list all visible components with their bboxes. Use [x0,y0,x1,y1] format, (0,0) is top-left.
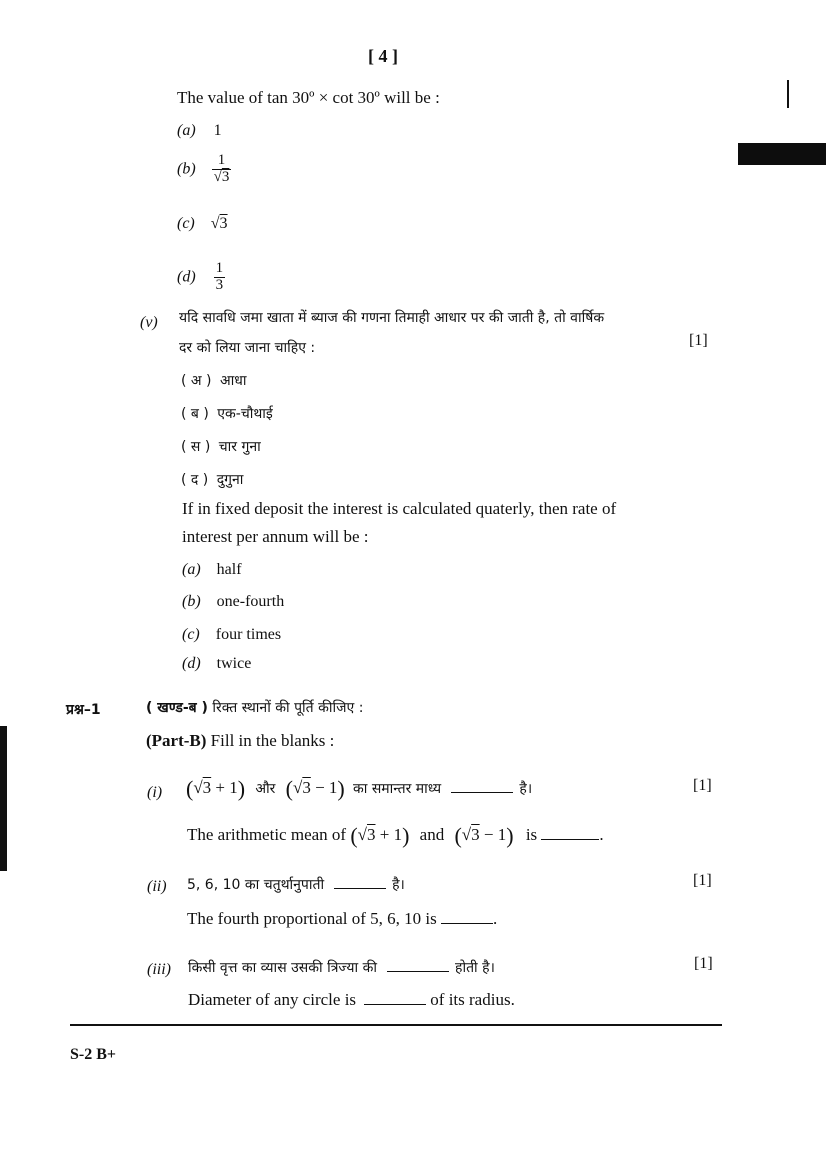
fraction-one-third: $\frac{1}{3}$ [215,260,224,293]
footer-rule [70,1024,722,1026]
question-v-number: (v) [140,314,158,331]
item-i-english: The arithmetic mean of (√3 + 1) and (√3 − 1) is . [187,823,604,848]
fraction-one-over-root3: $\frac{1}{√3}$ [213,152,230,185]
english-option-d: (d) twice [182,655,252,672]
scan-mark [787,80,789,108]
english-option-c: (c) four times [182,626,282,643]
blank-line [387,957,449,972]
item-i-marks: [1] [693,777,712,794]
item-ii-hindi: 5, 6, 10 का चतुर्थानुपाती है। [187,874,405,894]
item-ii-marks: [1] [693,872,712,889]
section-b-english-heading: (Part-B) Fill in the blanks : [146,731,335,750]
blank-line [451,778,513,793]
option-label: (b) [177,160,196,178]
prashn-label: प्रश्न–1 [66,702,101,718]
blank-line [441,909,493,924]
item-ii-english: The fourth proportional of 5, 6, 10 is . [187,909,498,928]
page-number: [ 4 ] [368,46,398,66]
option-label: (d) [177,268,196,286]
item-i-number: (i) [147,784,163,801]
item-i-hindi: (√3 + 1) और (√3 − 1) का समान्तर माध्य है। [186,776,533,801]
question-v-hindi-line2: दर को लिया जाना चाहिए : [179,340,316,356]
hindi-option-d: ( द ) दुगुना [181,472,244,488]
option-label: (c) [177,215,195,232]
question-v-hindi-line1: यदि सावधि जमा खाता में ब्याज की गणना तिमाही आधार पर की जाती है, तो वार्षिक [179,310,605,326]
option-iv-b [177,153,231,186]
left-edge-scan-mark [0,726,7,871]
english-option-a: (a) half [182,561,242,578]
hindi-option-c: ( स ) चार गुना [181,439,261,455]
option-iv-a [177,122,222,140]
hindi-option-b: ( ब ) एक-चौथाई [181,406,273,422]
option-value: 1 [213,122,222,139]
question-v-english-line2: interest per annum will be : [182,527,369,546]
question-v-marks: [1] [689,332,708,349]
item-iii-marks: [1] [694,955,713,972]
question-iv-text: The value of tan 30º × cot 30º will be : [177,88,440,107]
option-iv-d [177,261,225,294]
root3-value: √3 [210,215,228,232]
blank-line [364,990,426,1005]
footer-code: S-2 B+ [70,1046,117,1063]
black-tab-mark [738,143,826,165]
section-b-hindi-heading: ( खण्ड-ब ) रिक्त स्थानों की पूर्ति कीजिए : [146,700,364,716]
item-iii-number: (iii) [147,961,171,978]
hindi-option-a: ( अ ) आधा [181,373,247,389]
option-label: (a) [177,122,196,139]
item-iii-hindi: किसी वृत्त का व्यास उसकी त्रिज्या की होती है। [188,957,495,977]
option-iv-c [177,215,228,233]
item-iii-english: Diameter of any circle is of its radius. [188,990,515,1009]
question-v-english-line1: If in fixed deposit the interest is calculated quaterly, then rate of [182,499,617,518]
blank-line [541,825,599,840]
blank-line [334,874,386,889]
item-ii-number: (ii) [147,878,167,895]
english-option-b: (b) one-fourth [182,593,285,610]
